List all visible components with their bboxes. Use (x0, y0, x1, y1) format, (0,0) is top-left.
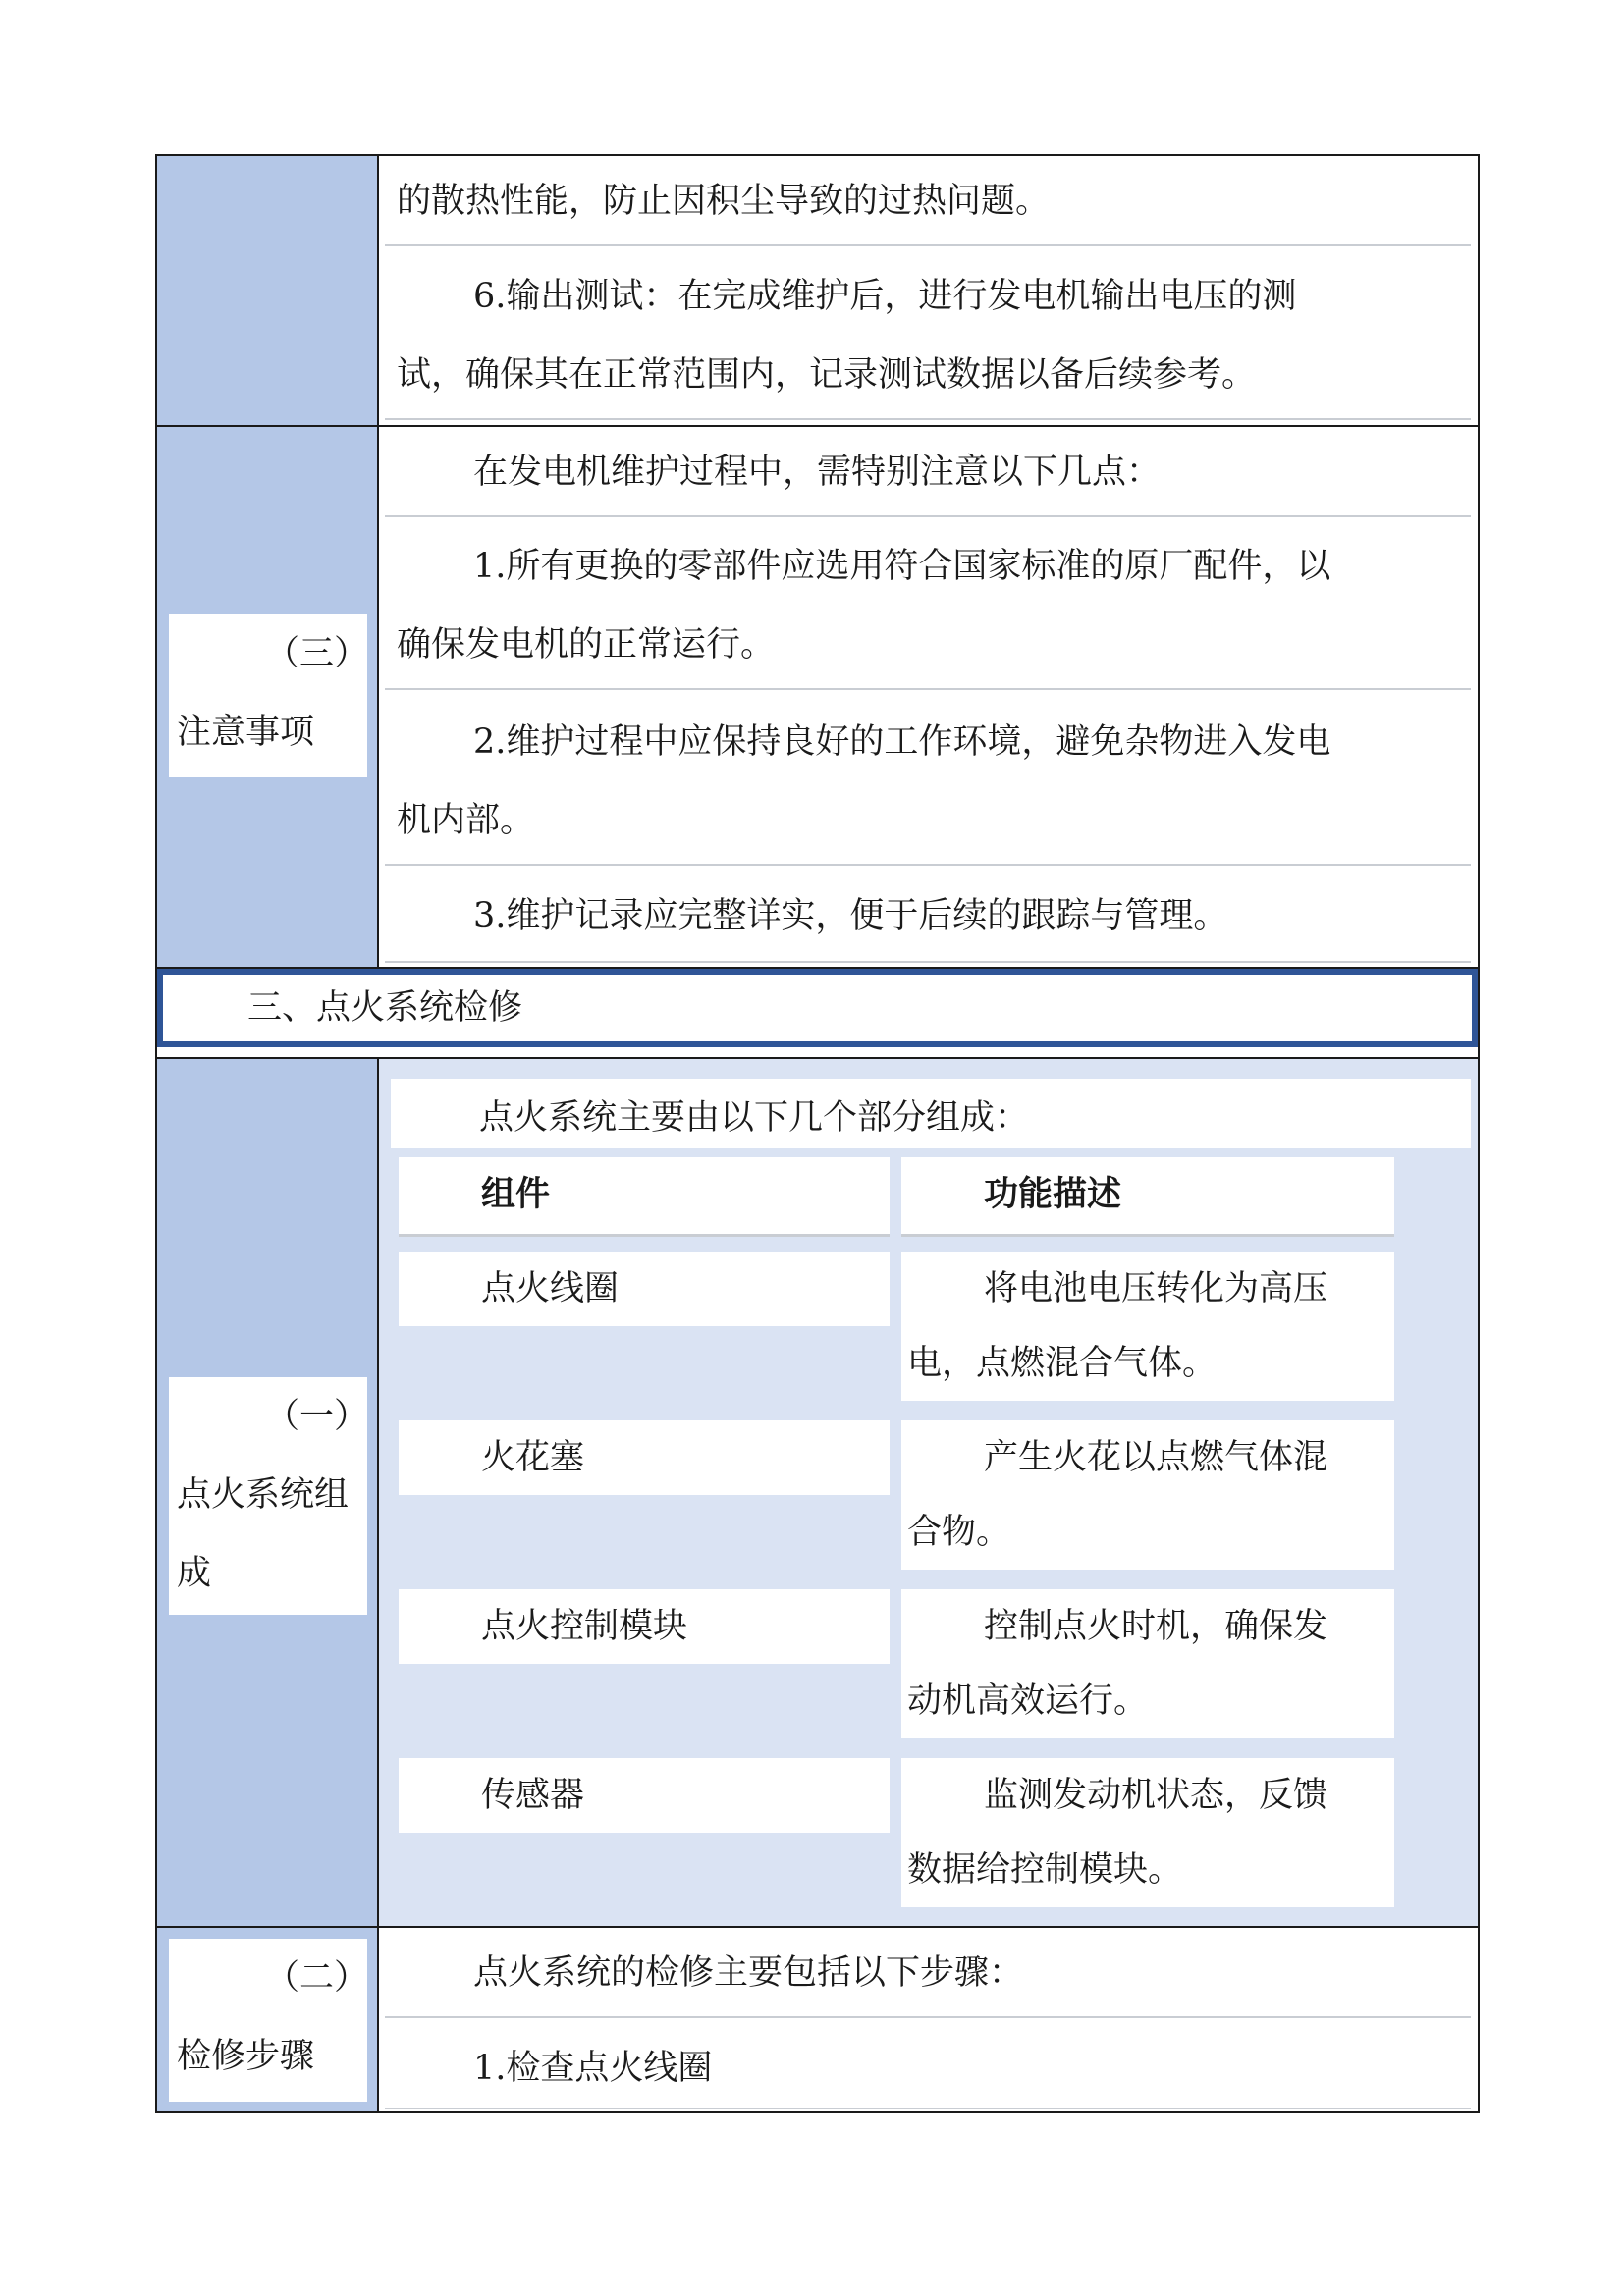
text-line: 点火系统主要由以下几个部分组成： (479, 1098, 1030, 1138)
label-text: 点火系统组 (177, 1475, 350, 1515)
paragraph-notes-intro (385, 433, 1471, 517)
table-cell-component (399, 1420, 890, 1495)
label-number: （三） (265, 634, 369, 673)
table-cell-component (399, 1589, 890, 1664)
cell-text: 控制点火时机，确保发 (984, 1607, 1328, 1646)
label-number: （一） (265, 1397, 369, 1436)
text-line: 6.输出测试：在完成维护后，进行发电机输出电压的测 (473, 277, 1297, 316)
header-text: 组件 (481, 1175, 551, 1214)
paragraph-note-2 (385, 703, 1471, 866)
text-line: 1.所有更换的零部件应选用符合国家标准的原厂配件，以 (473, 547, 1331, 586)
cell-text: 数据给控制模块。 (907, 1850, 1183, 1890)
cell-text: 火花塞 (481, 1438, 585, 1477)
table-cell-description (901, 1589, 1394, 1738)
paragraph-output-test (385, 257, 1471, 420)
paragraph-composition-intro (391, 1079, 1471, 1148)
text-line: 机内部。 (397, 801, 535, 840)
cell-text: 传感器 (481, 1776, 585, 1815)
label-number: （二） (265, 1958, 369, 1998)
text-line: 点火系统的检修主要包括以下步骤： (473, 1953, 1024, 1993)
table-cell-description (901, 1758, 1394, 1907)
cell-text: 点火控制模块 (481, 1607, 688, 1646)
section-label-notes (169, 614, 367, 777)
cell-text: 合物。 (907, 1513, 1011, 1552)
header-text: 功能描述 (984, 1175, 1122, 1214)
section-heading: 三、点火系统检修 (157, 969, 1478, 1047)
label-text: 成 (177, 1554, 212, 1593)
left-column-cell (157, 156, 379, 425)
label-text: 检修步骤 (177, 2037, 315, 2076)
text-line: 确保发电机的正常运行。 (397, 625, 776, 665)
cell-text: 监测发动机状态，反馈 (984, 1776, 1328, 1815)
label-text: 注意事项 (177, 713, 315, 752)
text-line: 的散热性能，防止因积尘导致的过热问题。 (397, 182, 1051, 221)
table-cell-description (901, 1420, 1394, 1570)
paragraph-steps-intro (385, 1934, 1471, 2018)
table-cell-component (399, 1252, 890, 1326)
cell-text: 产生火花以点燃气体混 (984, 1438, 1328, 1477)
cell-text: 点火线圈 (481, 1269, 620, 1308)
cell-text: 动机高效运行。 (907, 1682, 1149, 1721)
section-label-composition (169, 1377, 367, 1615)
table-cell-component (399, 1758, 890, 1833)
cell-text: 将电池电压转化为高压 (984, 1269, 1328, 1308)
table-header-component (399, 1157, 890, 1234)
text-line: 2.维护过程中应保持良好的工作环境，避免杂物进入发电 (473, 722, 1331, 762)
section-label-steps (169, 1939, 367, 2102)
table-header-function (901, 1157, 1394, 1234)
text-line: 1.检查点火线圈 (473, 2049, 713, 2088)
text-line: 试，确保其在正常范围内，记录测试数据以备后续参考。 (397, 355, 1257, 395)
paragraph-note-1 (385, 527, 1471, 690)
paragraph-cooling (385, 162, 1471, 246)
text-line: 3.维护记录应完整详实，便于后续的跟踪与管理。 (473, 896, 1228, 935)
paragraph-step-1 (385, 2029, 1471, 2109)
paragraph-note-3 (385, 877, 1471, 963)
cell-text: 电，点燃混合气体。 (907, 1344, 1218, 1383)
text-line: 在发电机维护过程中，需特别注意以下几点： (473, 453, 1162, 492)
table-cell-description (901, 1252, 1394, 1401)
